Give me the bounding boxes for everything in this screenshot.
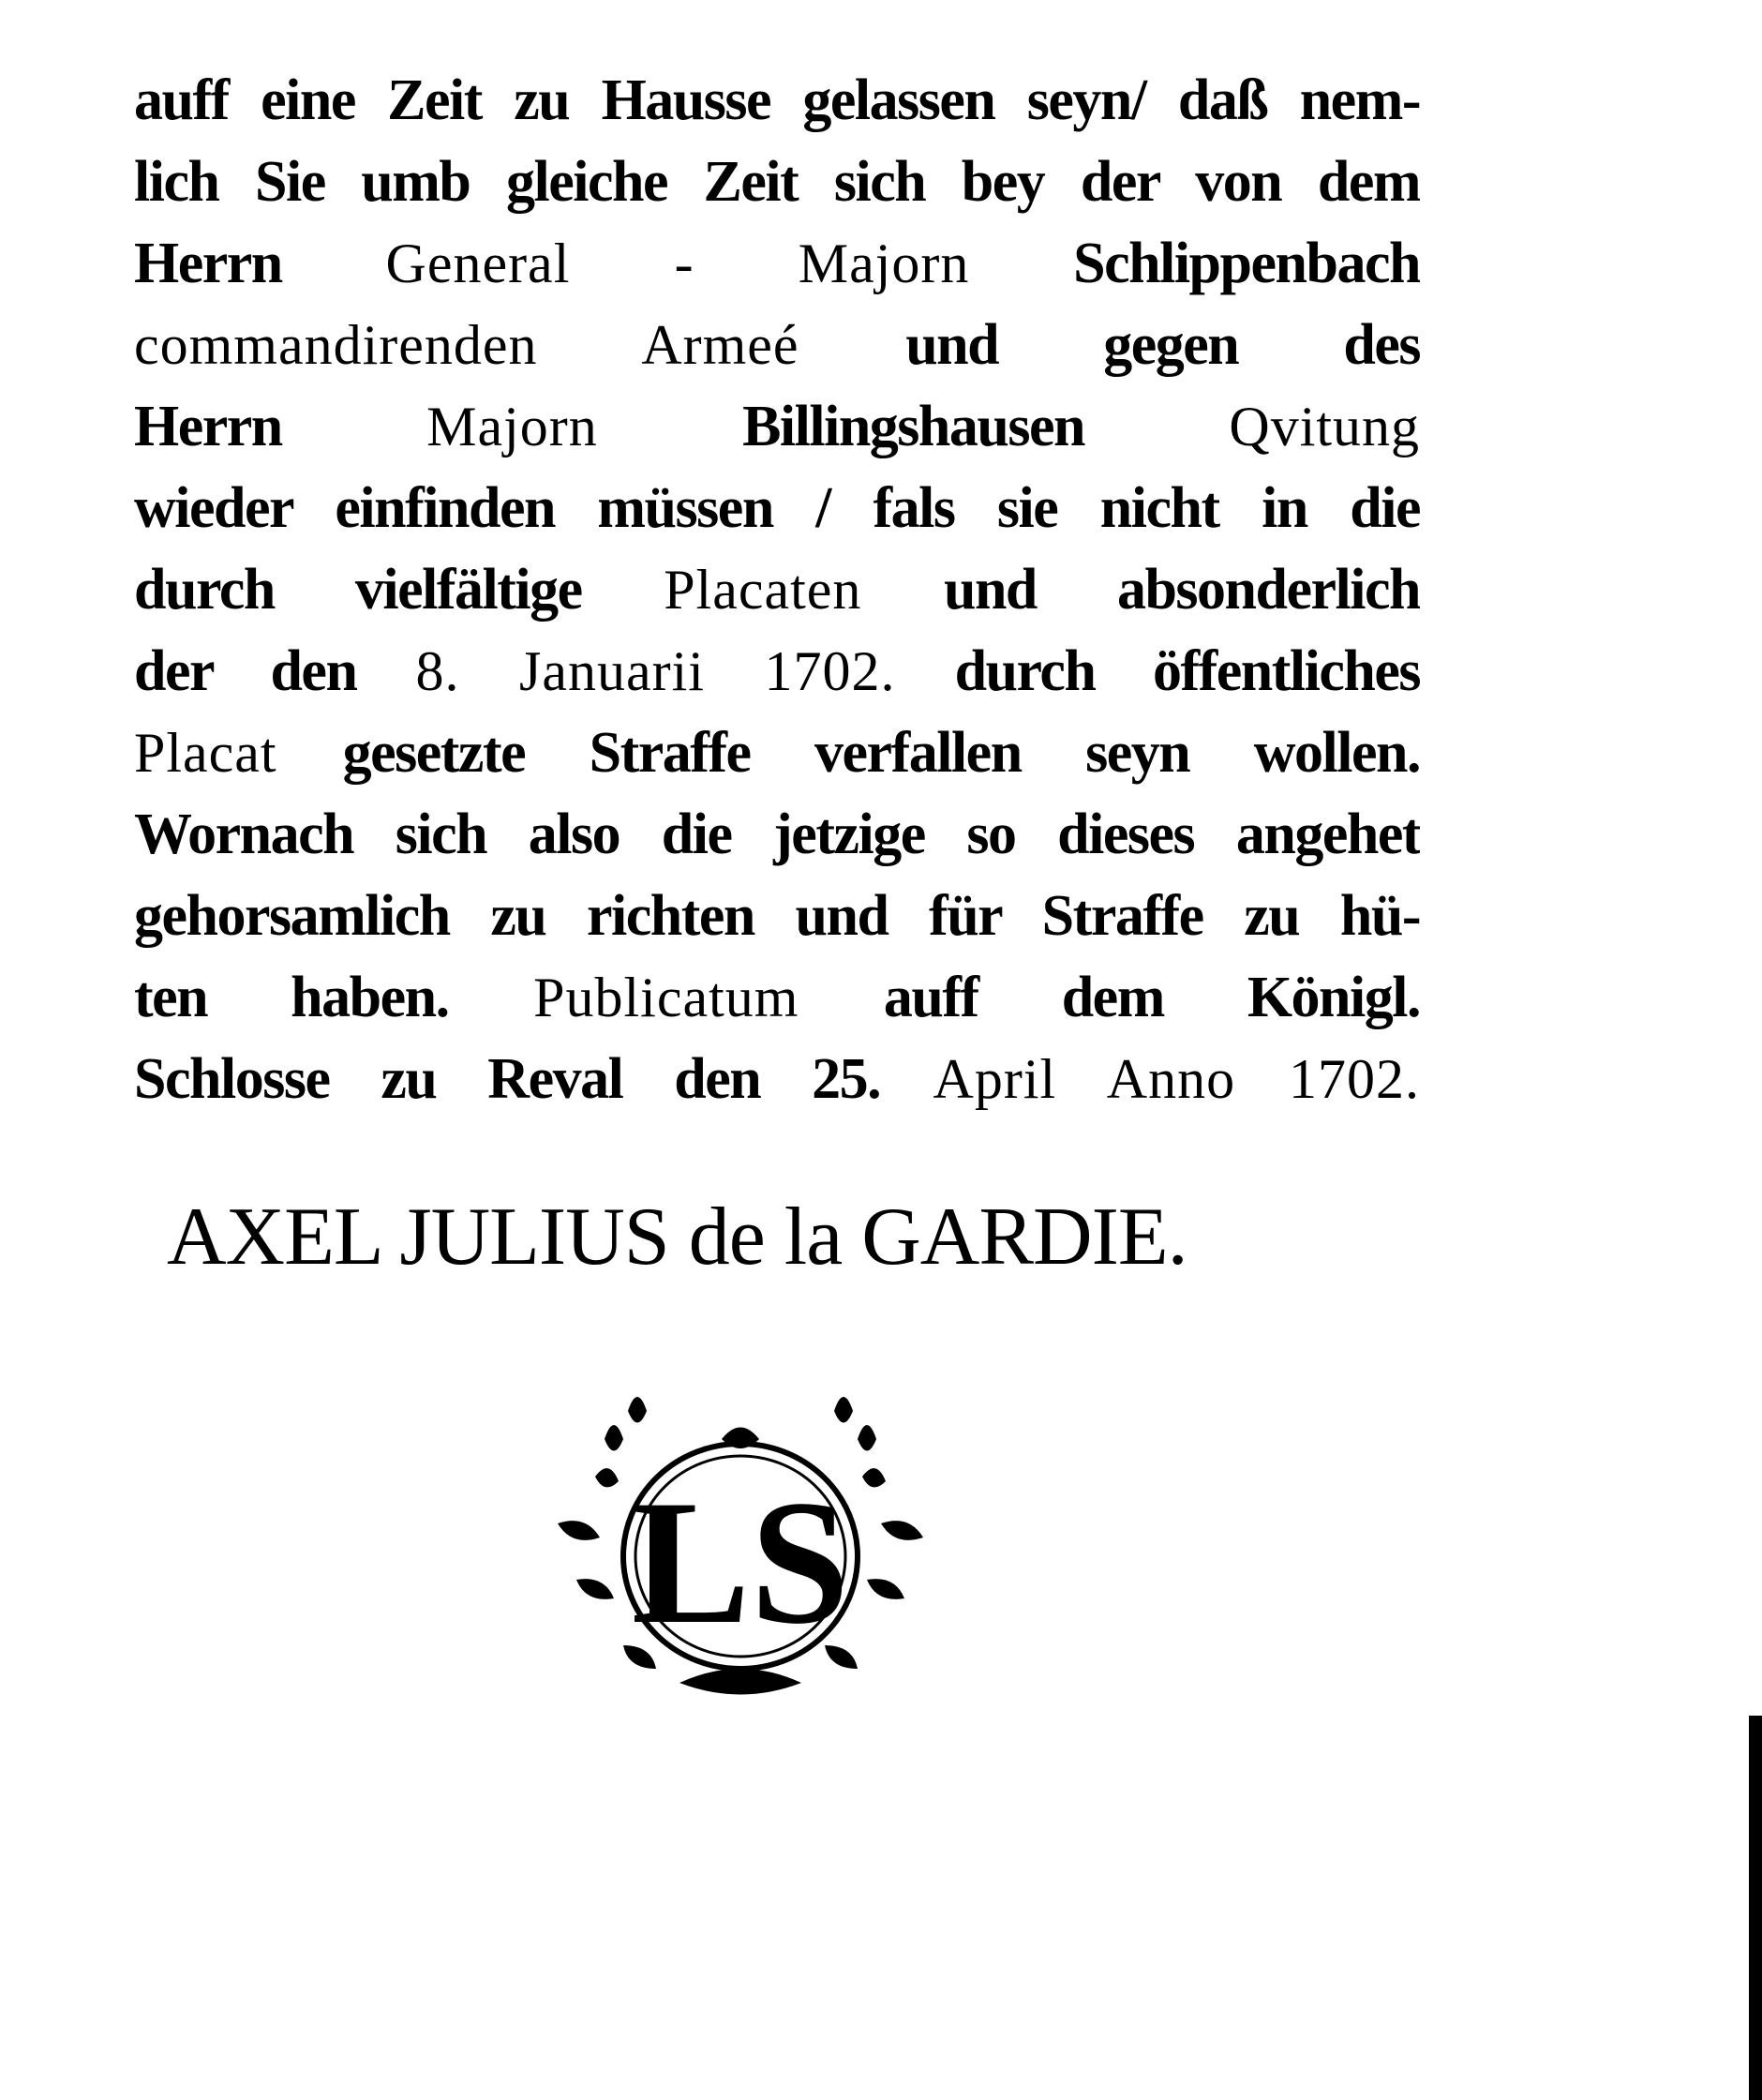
text-line	[134, 712, 1420, 794]
signature-line: AXEL JULIUS de la GARDIE.	[167, 1192, 1187, 1282]
text-line	[134, 1039, 1420, 1120]
antiqua-text: Publicatum	[533, 967, 799, 1028]
antiqua-text: commandirenden Armeé	[134, 314, 799, 376]
text-line	[134, 60, 1420, 142]
text-line	[134, 876, 1420, 957]
fraktur-text: Schlippenbach	[1073, 232, 1420, 295]
antiqua-text: April Anno 1702.	[933, 1048, 1420, 1110]
fraktur-text: lich Sie umb gleiche Zeit sich bey der von dem	[134, 150, 1420, 214]
fraktur-text: der den	[134, 639, 357, 703]
antiqua-text: Majorn	[426, 396, 598, 458]
fraktur-text: gehorsamlich zu richten und für Straffe zu hü-	[134, 884, 1420, 948]
seal-letters: LS	[631, 1464, 850, 1661]
text-line	[134, 223, 1420, 305]
fraktur-text: durch vielfältige	[134, 558, 582, 622]
fraktur-text: auff dem Königl.	[883, 966, 1420, 1029]
fraktur-text: gesetzte Straffe verfallen seyn wollen.	[342, 721, 1420, 785]
antiqua-text: 8. Januarii 1702.	[415, 640, 896, 702]
antiqua-text: General - Majorn	[385, 232, 970, 294]
antiqua-text: Qvitung	[1229, 396, 1420, 458]
fraktur-text: durch öffentliches	[954, 639, 1420, 703]
text-line	[134, 957, 1420, 1039]
text-line	[134, 305, 1420, 386]
fraktur-text: auff eine Zeit zu Hausse gelassen seyn/ daß nem-	[134, 68, 1420, 132]
text-line	[134, 142, 1420, 223]
fraktur-text: Herrn	[134, 395, 282, 458]
text-line	[134, 631, 1420, 712]
scan-edge-mark	[1749, 1716, 1762, 2100]
fraktur-text: und absonderlich	[943, 558, 1420, 622]
text-line	[134, 549, 1420, 631]
fraktur-text: Schlosse zu Reval den 25.	[134, 1047, 881, 1111]
fraktur-text: ten haben.	[134, 966, 449, 1029]
seal-wreath-icon	[539, 1373, 942, 1730]
proclamation-body	[134, 60, 1420, 1120]
fraktur-text: Herrn	[134, 232, 282, 295]
text-line	[134, 386, 1420, 468]
text-line	[134, 794, 1420, 876]
antiqua-text: Placat	[134, 722, 277, 784]
fraktur-text: wieder einfinden müssen / fals sie nicht in die	[134, 476, 1420, 540]
antiqua-text: Placaten	[664, 559, 862, 621]
fraktur-text: Billingshausen	[742, 395, 1085, 458]
fraktur-text: Wornach sich also die jetzige so dieses angehet	[134, 802, 1420, 866]
fraktur-text: und gegen des	[905, 313, 1420, 377]
text-line	[134, 468, 1420, 549]
